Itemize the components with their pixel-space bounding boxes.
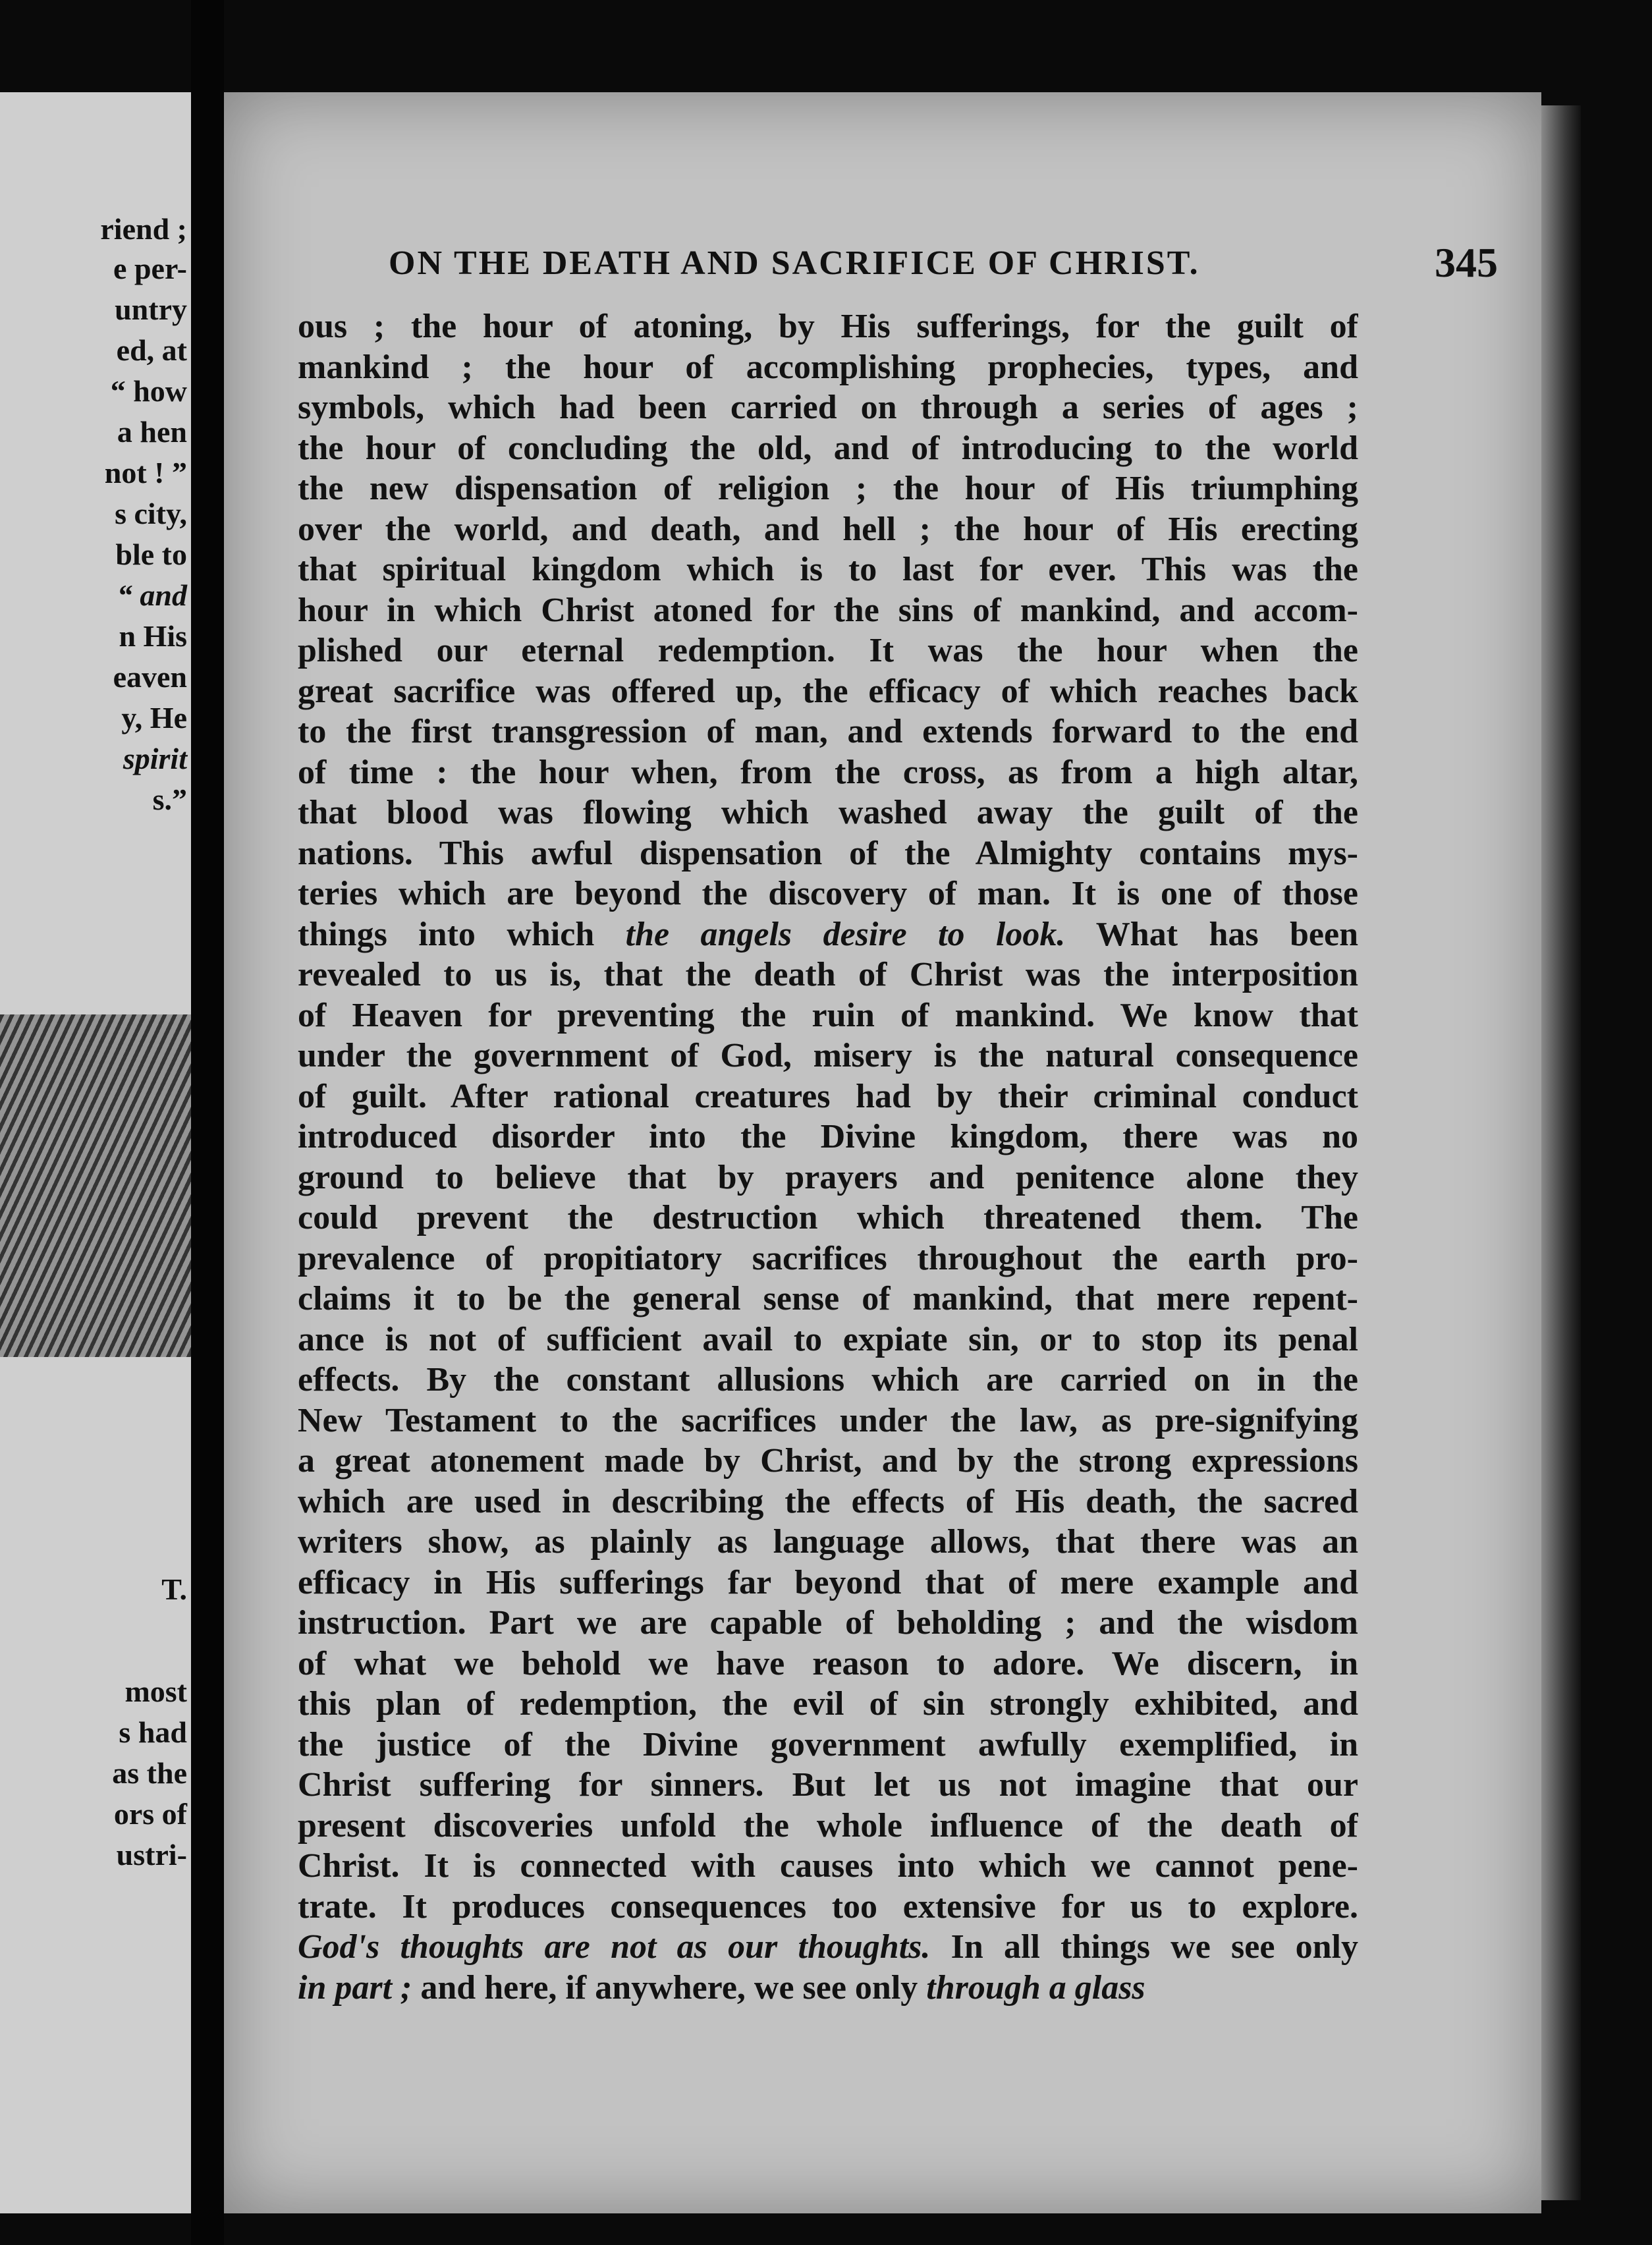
text-run: writers show, as plainly as language allows, that there was an — [298, 1523, 1358, 1561]
text-line — [298, 1482, 1358, 1522]
facing-page-line: n His — [119, 619, 187, 653]
text-line — [298, 590, 1358, 631]
text-line — [298, 873, 1358, 914]
text-line — [298, 509, 1358, 550]
facing-page-line: ors of — [113, 1797, 187, 1831]
page-number: 345 — [1435, 239, 1498, 286]
text-run: What has been — [1065, 915, 1358, 953]
text-line — [298, 387, 1358, 428]
italic-text: through a glass — [926, 1968, 1145, 2007]
facing-page — [0, 92, 191, 2213]
facing-page-line: “ and — [117, 578, 187, 612]
text-run: hour in which Christ atoned for the sins of mankind, and accom- — [298, 591, 1358, 629]
text-line — [298, 955, 1358, 995]
text-run: ance is not of sufficient avail to expiate sin, or to stop its penal — [298, 1320, 1358, 1358]
text-run: teries which are beyond the discovery of man. It is one of those — [298, 875, 1358, 912]
text-run: plished our eternal redemption. It was the hour when the — [298, 632, 1358, 669]
text-line — [298, 630, 1358, 671]
italic-text: in part ; — [298, 1968, 412, 2007]
running-head: ON THE DEATH AND SACRIFICE OF CHRIST. — [389, 244, 1200, 282]
text-line — [298, 1198, 1358, 1238]
facing-page-engraving — [0, 1014, 191, 1357]
italic-text: the angels desire to look. — [625, 915, 1066, 953]
text-run: of Heaven for preventing the ruin of mankind. We know that — [298, 996, 1358, 1034]
text-run: Christ suffering for sinners. But let us not imagine that our — [298, 1766, 1358, 1804]
text-line — [298, 1522, 1358, 1563]
text-line — [298, 1968, 1358, 2009]
italic-text: God's thoughts are not as our thoughts. — [298, 1928, 931, 1966]
facing-page-line: not ! ” — [104, 456, 187, 489]
text-run: great sacrifice was offered up, the efficacy of which reaches back — [298, 672, 1358, 710]
facing-page-line: ed, at — [116, 333, 187, 367]
text-run: things into which — [298, 915, 626, 953]
text-run: could prevent the destruction which threatened them. The — [298, 1199, 1358, 1236]
text-line — [298, 1927, 1358, 1968]
text-line — [298, 1400, 1358, 1441]
text-run: of what we behold we have reason to adore. We discern, in — [298, 1644, 1358, 1682]
text-line — [298, 1644, 1358, 1684]
facing-page-line: s had — [119, 1715, 187, 1749]
text-run: effects. By the constant allusions which are carried on in the — [298, 1361, 1358, 1399]
text-line — [298, 1806, 1358, 1846]
text-line — [298, 833, 1358, 874]
facing-page-line: a hen — [117, 415, 187, 449]
text-run: claims it to be the general sense of mankind, that mere repent- — [298, 1280, 1358, 1317]
text-run: prevalence of propitiatory sacrifices throughout the earth pro- — [298, 1239, 1358, 1277]
facing-page-line: riend ; — [100, 212, 187, 246]
text-line — [298, 428, 1358, 469]
text-line — [298, 1238, 1358, 1279]
text-run: the hour of concluding the old, and of introducing to the world — [298, 429, 1358, 467]
facing-page-line: s city, — [115, 497, 187, 530]
text-line — [298, 1441, 1358, 1482]
facing-page-line: y, He — [121, 701, 187, 734]
text-line — [298, 1765, 1358, 1806]
text-run: the new dispensation of religion ; the hour of His triumphing — [298, 470, 1358, 507]
text-run: of guilt. After rational creatures had by their criminal conduct — [298, 1077, 1358, 1115]
text-run: this plan of redemption, the evil of sin strongly exhibited, and — [298, 1685, 1358, 1723]
text-line — [298, 995, 1358, 1036]
text-run: under the government of God, misery is the natural consequence — [298, 1037, 1358, 1074]
text-line — [298, 1076, 1358, 1117]
text-line — [298, 671, 1358, 712]
facing-page-line: spirit — [123, 742, 187, 775]
facing-page-line: as the — [112, 1756, 187, 1790]
text-run: In all things we see only — [930, 1928, 1358, 1966]
text-run: a great atonement made by Christ, and by the strong expressions — [298, 1442, 1358, 1480]
text-run: mankind ; the hour of accomplishing prophecies, types, and — [298, 348, 1358, 386]
text-run: of time : the hour when, from the cross, as from a high altar, — [298, 753, 1358, 791]
text-line — [298, 347, 1358, 388]
text-run: ous ; the hour of atoning, by His sufferings, for the guilt of — [298, 308, 1358, 345]
text-line — [298, 1319, 1358, 1360]
text-line — [298, 1846, 1358, 1887]
body-text — [298, 306, 1358, 2008]
facing-page-line: s.” — [152, 783, 187, 816]
text-run: present discoveries unfold the whole influence of the death of — [298, 1806, 1358, 1844]
text-line — [298, 549, 1358, 590]
text-line — [298, 1603, 1358, 1644]
facing-page-line: e per- — [113, 252, 187, 285]
text-run: that spiritual kingdom which is to last for ever. This was the — [298, 551, 1358, 588]
text-line — [298, 1725, 1358, 1765]
text-run: to the first transgression of man, and extends forward to the end — [298, 713, 1358, 750]
text-run: Christ. It is connected with causes into which we cannot pene- — [298, 1847, 1358, 1885]
text-line — [298, 1563, 1358, 1603]
facing-page-line: T. — [161, 1572, 187, 1606]
text-run: introduced disorder into the Divine kingdom, there was no — [298, 1118, 1358, 1155]
text-run: nations. This awful dispensation of the Almighty contains mys- — [298, 834, 1358, 872]
page-edge — [1541, 105, 1581, 2200]
facing-page-line: most — [124, 1675, 187, 1708]
text-run: efficacy in His sufferings far beyond that of mere example and — [298, 1563, 1358, 1601]
text-line — [298, 306, 1358, 347]
text-line — [298, 1279, 1358, 1319]
text-line — [298, 1887, 1358, 1927]
text-run: New Testament to the sacrifices under the law, as pre-signifying — [298, 1401, 1358, 1439]
text-line — [298, 792, 1358, 833]
text-run: trate. It produces consequences too extensive for us to explore. — [298, 1887, 1358, 1926]
text-line — [298, 752, 1358, 793]
facing-page-line: ustri- — [116, 1838, 187, 1871]
facing-page-line: ble to — [115, 538, 187, 571]
text-run: the justice of the Divine government awfully exemplified, in — [298, 1725, 1358, 1763]
text-line — [298, 914, 1358, 955]
text-run: that blood was flowing which washed away the guilt of the — [298, 794, 1358, 831]
text-line — [298, 468, 1358, 509]
text-run: revealed to us is, that the death of Christ was the interposition — [298, 956, 1358, 993]
facing-page-line: untry — [115, 292, 187, 326]
text-run: symbols, which had been carried on through a series of ages ; — [298, 389, 1358, 426]
text-run: and here, if anywhere, we see only — [412, 1968, 927, 2007]
text-run: instruction. Part we are capable of beholding ; and the wisdom — [298, 1604, 1358, 1642]
book-gutter — [191, 0, 224, 2245]
text-line — [298, 1684, 1358, 1725]
text-line — [298, 1117, 1358, 1157]
text-line — [298, 1360, 1358, 1400]
text-line — [298, 1157, 1358, 1198]
facing-page-line: “ how — [110, 374, 187, 408]
text-run: ground to believe that by prayers and penitence alone they — [298, 1158, 1358, 1196]
text-run: which are used in describing the effects of His death, the sacred — [298, 1482, 1358, 1520]
facing-page-line: eaven — [113, 660, 187, 694]
text-run: over the world, and death, and hell ; the hour of His erecting — [298, 510, 1358, 548]
book-page — [224, 92, 1541, 2213]
text-line — [298, 711, 1358, 752]
text-line — [298, 1036, 1358, 1076]
